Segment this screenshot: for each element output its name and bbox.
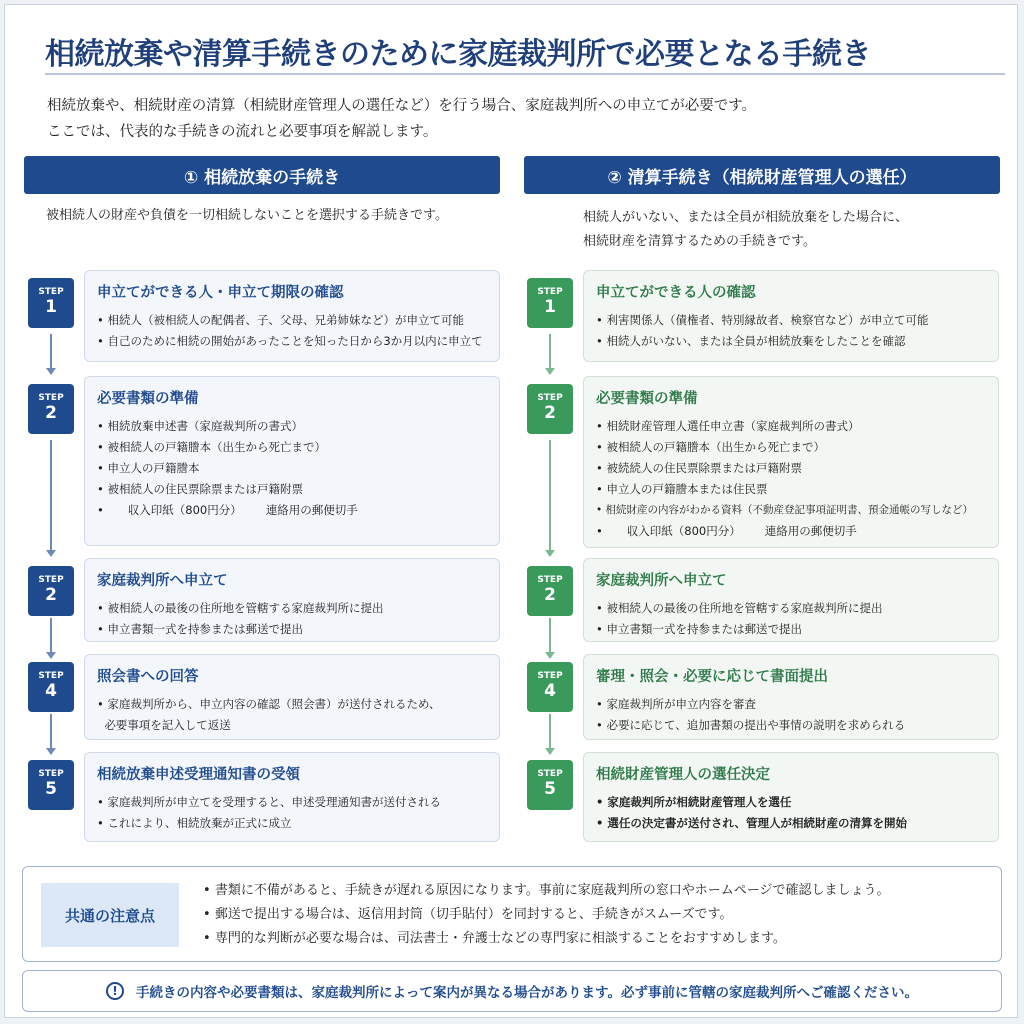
step-badge xyxy=(28,566,74,616)
column-description-left xyxy=(46,204,448,228)
step-card xyxy=(583,558,999,642)
column-header-renunciation: ① 相続放棄の手続き xyxy=(24,156,500,194)
step-card xyxy=(84,558,500,642)
list-item: • 被相続人の戸籍謄本（出生から死亡まで） xyxy=(596,437,986,458)
list-item-text: 連絡用の郵便切手 xyxy=(764,524,857,538)
step-badge xyxy=(527,760,573,810)
step-title: 家庭裁判所へ申立て xyxy=(97,573,228,589)
common-notes-label: 共通の注意点 xyxy=(41,883,179,947)
list-item: • 家庭裁判所が相続財産管理人を選任 xyxy=(596,792,986,813)
step-label: STEP xyxy=(537,575,563,585)
flow-arrow xyxy=(46,652,56,659)
step-badge xyxy=(28,384,74,434)
step-number: 2 xyxy=(45,585,57,605)
list-item: • 被相続人の戸籍謄本（出生から死亡まで） xyxy=(97,437,487,458)
step-card xyxy=(583,270,999,362)
list-item: • 相続放棄申述書（家庭裁判所の書式） xyxy=(97,416,487,437)
list-item: • 申立書類一式を持参または郵送で提出 xyxy=(596,619,986,640)
intro-line: 相続放棄や、相続財産の清算（相続財産管理人の選任など）を行う場合、家庭裁判所への申立てが必要です。 xyxy=(47,98,757,114)
list-item: • 利害関係人（債権者、特別縁故者、検察官など）が申立て可能 xyxy=(596,310,986,331)
step-title: 申立てができる人の確認 xyxy=(596,285,756,301)
step-label: STEP xyxy=(537,393,563,403)
list-item-continued: 必要事項を記入して返送 xyxy=(104,718,231,732)
step-badge xyxy=(527,566,573,616)
list-item: • 被続続人の住民票除票または戸籍附票 xyxy=(596,458,986,479)
common-notes-box xyxy=(22,866,1002,962)
step-title: 必要書類の準備 xyxy=(97,391,199,407)
step-card xyxy=(84,376,500,546)
list-item xyxy=(97,500,487,521)
flow-arrow xyxy=(46,550,56,557)
step-title: 相続財産管理人の選任決定 xyxy=(596,767,770,783)
list-item: • 被相続人の最後の住所地を管轄する家庭裁判所に提出 xyxy=(97,598,487,619)
step-badge xyxy=(527,278,573,328)
column-description-right xyxy=(583,206,908,254)
step-card xyxy=(583,752,999,842)
step-badge xyxy=(28,278,74,328)
list-item: • 家庭裁判所から、申立内容の確認（照会書）が送付されるため、 xyxy=(97,694,487,715)
intro-text xyxy=(47,93,987,145)
intro-line: ここでは、代表的な手続きの流れと必要事項を解説します。 xyxy=(47,124,438,140)
list-item: • 相続人（被相続人の配偶者、子、父母、兄弟姉妹など）が申立て可能 xyxy=(97,310,487,331)
list-item: • 自己のために相続の開始があったことを知った日から3か月以内に申立て xyxy=(97,331,487,352)
step-title: 家庭裁判所へ申立て xyxy=(596,573,727,589)
step-title: 必要書類の準備 xyxy=(596,391,698,407)
note-item: • 書類に不備があると、手続きが遅れる原因になります。事前に家庭裁判所の窓口やホームページで確認しましょう。 xyxy=(203,879,890,903)
flow-connector xyxy=(50,714,52,750)
exclamation-icon: ! xyxy=(106,982,124,1000)
flow-arrow xyxy=(545,652,555,659)
step-label: STEP xyxy=(38,287,64,297)
flow-connector xyxy=(549,618,551,654)
step-number: 5 xyxy=(544,779,556,799)
page-title: 相続放棄や清算手続きのために家庭裁判所で必要となる手続き xyxy=(45,29,1005,75)
list-item-text: • 収入印紙（800円分） xyxy=(127,503,242,517)
step-number: 1 xyxy=(45,297,57,317)
list-item: • 申立人の戸籍謄本 xyxy=(97,458,487,479)
step-label: STEP xyxy=(537,287,563,297)
flow-connector xyxy=(50,440,52,552)
step-title: 申立てができる人・申立て期限の確認 xyxy=(97,285,344,301)
list-item-text: • 収入印紙（800円分） xyxy=(626,524,741,538)
note-item: • 専門的な判断が必要な場合は、司法書士・弁護士などの専門家に相談することをおすすめします。 xyxy=(203,927,890,951)
step-title: 審理・照会・必要に応じて書面提出 xyxy=(596,669,828,685)
flow-connector xyxy=(50,618,52,654)
step-card xyxy=(583,376,999,548)
flow-arrow xyxy=(545,550,555,557)
step-number: 2 xyxy=(45,403,57,423)
list-item xyxy=(596,521,986,542)
step-label: STEP xyxy=(38,671,64,681)
step-badge xyxy=(28,662,74,712)
flow-connector xyxy=(549,440,551,552)
step-card xyxy=(84,270,500,362)
step-label: STEP xyxy=(38,393,64,403)
list-item: • 相続人がいない、または全員が相続放棄をしたことを確認 xyxy=(596,331,986,352)
step-label: STEP xyxy=(537,769,563,779)
list-item: • 申立書類一式を持参または郵送で提出 xyxy=(97,619,487,640)
flow-arrow xyxy=(545,748,555,755)
list-item: • 家庭裁判所が申立てを受理すると、申述受理通知書が送付される xyxy=(97,792,487,813)
step-number: 2 xyxy=(544,585,556,605)
step-number: 5 xyxy=(45,779,57,799)
column-header-liquidation: ② 清算手続き（相続財産管理人の選任） xyxy=(524,156,1000,194)
step-number: 2 xyxy=(544,403,556,423)
flow-connector xyxy=(549,334,551,370)
step-number: 4 xyxy=(45,681,57,701)
list-item: • 被相続人の住民票除票または戸籍附票 xyxy=(97,479,487,500)
flow-arrow xyxy=(545,368,555,375)
step-number: 1 xyxy=(544,297,556,317)
step-number: 4 xyxy=(544,681,556,701)
list-item-text: 連絡用の郵便切手 xyxy=(265,503,358,517)
list-item: • 選任の決定書が送付され、管理人が相続財産の清算を開始 xyxy=(596,813,986,834)
flow-arrow xyxy=(46,748,56,755)
list-item: • 必要に応じて、追加書類の提出や事情の説明を求められる xyxy=(596,715,986,736)
step-card xyxy=(84,752,500,842)
step-badge xyxy=(28,760,74,810)
note-item: • 郵送で提出する場合は、返信用封筒（切手貼付）を同封すると、手続きがスムーズです。 xyxy=(203,903,890,927)
step-title: 相続放棄申述受理通知書の受領 xyxy=(97,767,300,783)
step-badge xyxy=(527,384,573,434)
list-item: • 相続財産管理人選任申立書（家庭裁判所の書式） xyxy=(596,416,986,437)
warning-banner xyxy=(22,970,1002,1012)
step-card xyxy=(583,654,999,740)
flow-arrow xyxy=(46,368,56,375)
step-badge xyxy=(527,662,573,712)
step-title: 照会書への回答 xyxy=(97,669,199,685)
step-label: STEP xyxy=(537,671,563,681)
step-card xyxy=(84,654,500,740)
list-item: • 家庭裁判所が申立内容を審査 xyxy=(596,694,986,715)
description-line: 相続財産を清算するための手続きです。 xyxy=(583,234,816,249)
list-item: • 申立人の戸籍謄本または住民票 xyxy=(596,479,986,500)
step-label: STEP xyxy=(38,769,64,779)
step-label: STEP xyxy=(38,575,64,585)
list-item: • これにより、相続放棄が正式に成立 xyxy=(97,813,487,834)
list-item: • 相続財産の内容がわかる資料（不動産登記事項証明書、預金通帳の写しなど） xyxy=(596,500,986,521)
flow-connector xyxy=(549,714,551,750)
list-item: • 被相続人の最後の住所地を管轄する家庭裁判所に提出 xyxy=(596,598,986,619)
description-line: 相続人がいない、または全員が相続放棄をした場合に、 xyxy=(583,210,909,225)
warning-text: 手続きの内容や必要書類は、家庭裁判所によって案内が異なる場合があります。必ず事前に管轄の家庭裁判所へご確認ください。 xyxy=(136,985,918,1001)
description-line: 被相続人の財産や負債を一切相続しないことを選択する手続きです。 xyxy=(46,208,448,223)
flow-connector xyxy=(50,334,52,370)
